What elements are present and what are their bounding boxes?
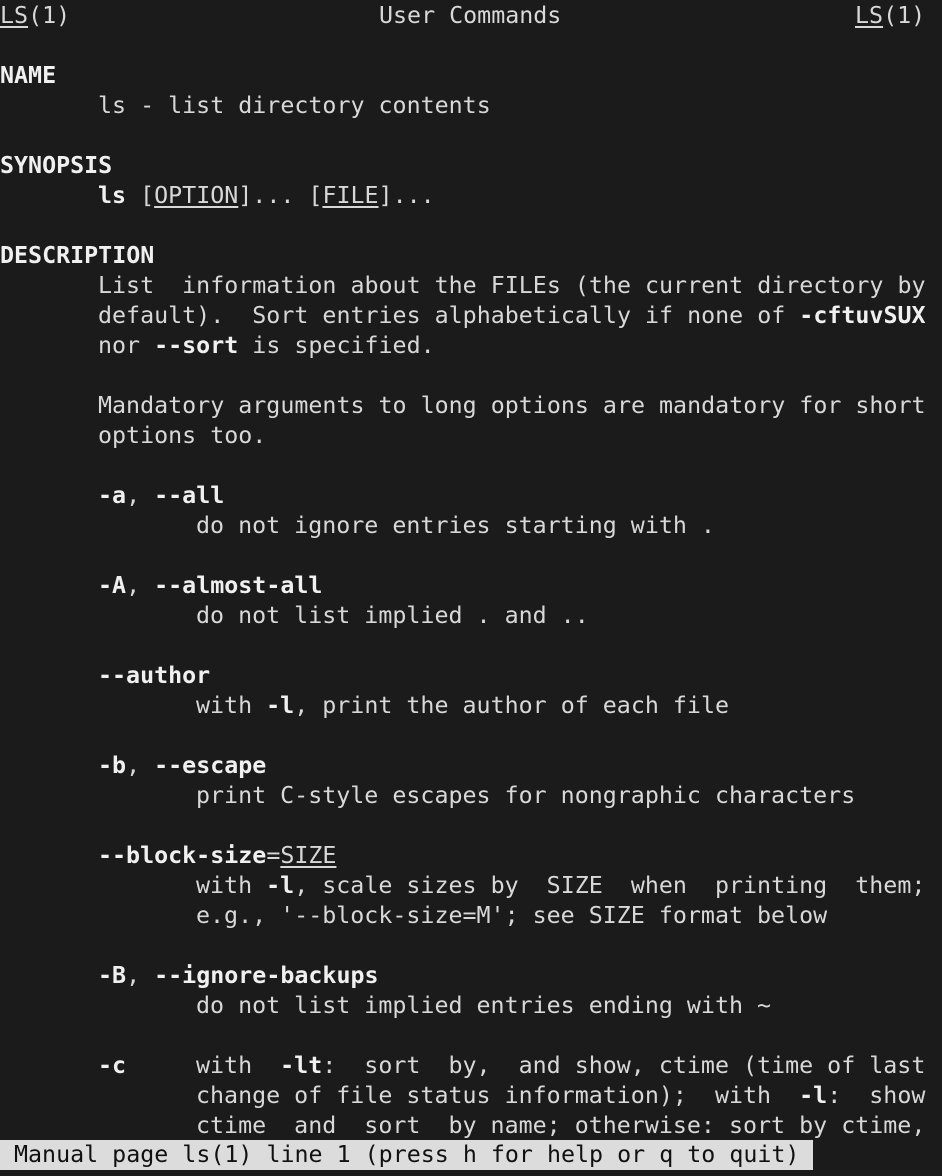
option-block-size-desc-1: [196, 871, 925, 901]
option-sep: ,: [126, 482, 155, 509]
option-sep: ,: [126, 572, 155, 599]
header-left-section: (1): [28, 2, 71, 29]
option-all-desc: do not ignore entries starting with .: [196, 512, 715, 539]
synopsis-ellipsis-end: ]...: [378, 182, 435, 209]
header-left-name: LS: [0, 2, 29, 29]
option-flag: -a: [98, 482, 127, 509]
desc-flag: -l: [799, 1082, 828, 1109]
option-escape: [98, 751, 266, 781]
section-heading-name: NAME: [0, 62, 57, 89]
option-c-desc-1: [196, 1051, 925, 1081]
desc-flag: -l: [266, 692, 295, 719]
section-heading-description: DESCRIPTION: [0, 242, 155, 269]
option-c-desc-3: ctime and sort by name; otherwise: sort by ctime,: [196, 1112, 926, 1139]
option-sep: ,: [126, 752, 155, 779]
option-flag: -A: [98, 572, 127, 599]
description-text: is specified.: [238, 332, 435, 359]
option-ignore-backups-desc: do not list implied entries ending with ~: [196, 992, 772, 1019]
desc-text: : show: [827, 1082, 926, 1109]
description-line-3: [98, 331, 435, 361]
description-text: nor: [98, 332, 155, 359]
man-header-left: [0, 1, 70, 31]
option-flag: --ignore-backups: [154, 962, 379, 989]
desc-text: with: [196, 1052, 281, 1079]
header-right-name: LS: [855, 2, 884, 29]
desc-text: : sort by, and show, ctime (time of last: [322, 1052, 926, 1079]
description-line-2: [98, 301, 926, 331]
option-flag: --almost-all: [154, 572, 323, 599]
desc-text: with: [196, 872, 267, 899]
option-c: -c: [98, 1052, 127, 1079]
desc-text: , print the author of each file: [294, 692, 730, 719]
desc-text: with: [196, 692, 267, 719]
option-sep: =: [266, 842, 281, 869]
option-escape-desc: print C-style escapes for nongraphic characters: [196, 782, 856, 809]
option-sep: ,: [126, 962, 155, 989]
desc-text: , scale sizes by SIZE when printing them;: [294, 872, 926, 899]
pager-status-bar: Manual page ls(1) line 1 (press h for help or q to quit): [0, 1140, 813, 1170]
mandatory-line-1: Mandatory arguments to long options are mandatory for short: [98, 392, 926, 419]
synopsis-file-arg: FILE: [322, 182, 379, 209]
header-right-section: (1): [883, 2, 926, 29]
option-flag: --escape: [154, 752, 267, 779]
man-header-right: [855, 1, 925, 31]
option-all: [98, 481, 224, 511]
option-author-desc: [196, 691, 729, 721]
description-flags: -cftuvSUX: [799, 302, 926, 329]
desc-text: change of file status information); with: [196, 1082, 800, 1109]
synopsis-option-arg: OPTION: [154, 182, 239, 209]
description-text: default). Sort entries alphabetically if none of: [98, 302, 800, 329]
description-sort-flag: --sort: [154, 332, 239, 359]
description-line-1: List information about the FILEs (the current directory by: [98, 272, 926, 299]
section-heading-synopsis: SYNOPSIS: [0, 152, 113, 179]
synopsis-bracket: [: [126, 182, 155, 209]
option-flag: -b: [98, 752, 127, 779]
option-almost-all-desc: do not list implied . and ..: [196, 602, 589, 629]
option-flag: --block-size: [98, 842, 267, 869]
option-flag: -B: [98, 962, 127, 989]
option-block-size: [98, 841, 336, 871]
man-header-center: User Commands: [379, 2, 562, 29]
option-ignore-backups: [98, 961, 379, 991]
option-flag: --all: [154, 482, 225, 509]
desc-flag: -lt: [280, 1052, 323, 1079]
option-block-size-desc-2: e.g., '--block-size=M'; see SIZE format below: [196, 902, 828, 929]
synopsis-command: ls: [98, 182, 127, 209]
option-arg: SIZE: [280, 842, 337, 869]
option-c-desc-2: [196, 1081, 925, 1111]
synopsis-line: [98, 181, 435, 211]
option-almost-all: [98, 571, 322, 601]
name-text: ls - list directory contents: [98, 92, 491, 119]
synopsis-ellipsis: ]... [: [238, 182, 323, 209]
desc-flag: -l: [266, 872, 295, 899]
mandatory-line-2: options too.: [98, 422, 267, 449]
option-author: --author: [98, 662, 211, 689]
